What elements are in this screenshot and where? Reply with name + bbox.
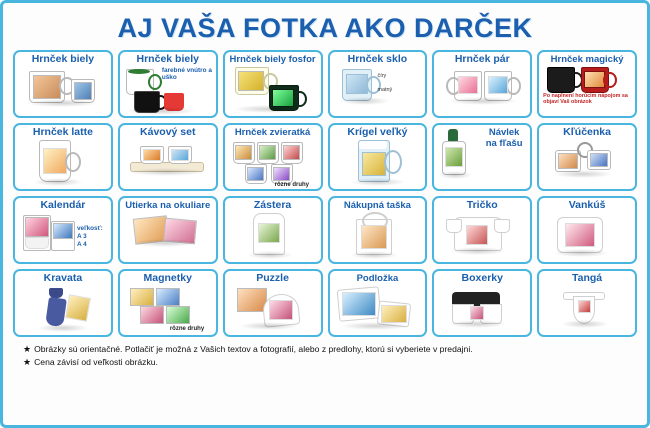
- product-label: Utierka na okuliare: [125, 200, 211, 211]
- product-label: Magnetky: [143, 272, 192, 284]
- product-label: Kľúčenka: [563, 126, 611, 138]
- product-art: [120, 284, 216, 335]
- product-art: [434, 65, 530, 116]
- footer-notes: [9, 337, 641, 368]
- product-cell[interactable]: [328, 196, 428, 264]
- product-label: Tangá: [572, 272, 603, 284]
- product-art: [434, 211, 530, 262]
- product-label: Kávový set: [140, 126, 196, 138]
- product-label: Tričko: [466, 199, 498, 211]
- product-cell[interactable]: [223, 269, 323, 337]
- product-cell[interactable]: [13, 196, 113, 264]
- product-note: rôzne druhy: [169, 326, 205, 332]
- product-note: matný: [377, 87, 393, 93]
- product-label: Kalendár: [40, 199, 86, 211]
- product-label: Vankúš: [568, 199, 606, 211]
- product-label: Kravata: [43, 272, 83, 284]
- footer-line-2: [23, 356, 627, 368]
- product-cell[interactable]: [13, 269, 113, 337]
- product-art: [225, 65, 321, 116]
- product-art: [120, 211, 216, 262]
- footer-text-1: Obrázky sú orientačné. Potlačiť je možná z Vašich textov a fotografií, alebo z predlohy, ktorú si vyberiete v predajni.: [34, 344, 473, 354]
- product-art: [120, 65, 216, 116]
- product-label: Krígel veľký: [347, 126, 408, 138]
- product-art: [15, 138, 111, 189]
- product-label: Nákupná taška: [343, 200, 411, 211]
- product-art: [120, 138, 216, 189]
- product-label: Boxerky: [461, 272, 503, 284]
- product-note: rôzne druhy: [274, 182, 309, 188]
- product-art: [434, 284, 530, 335]
- product-art: [15, 65, 111, 116]
- product-cell[interactable]: [223, 196, 323, 264]
- product-art: [225, 211, 321, 262]
- product-cell[interactable]: [328, 123, 428, 191]
- product-cell[interactable]: [537, 123, 637, 191]
- product-note: číry: [377, 73, 387, 79]
- product-art: [330, 284, 426, 335]
- product-cell[interactable]: [432, 269, 532, 337]
- product-cell[interactable]: [223, 123, 323, 191]
- product-art: [225, 138, 321, 189]
- product-cell[interactable]: [118, 269, 218, 337]
- footer-text-2: Cena závisí od veľkosti obrázku.: [34, 357, 158, 367]
- product-label: Puzzle: [256, 272, 289, 284]
- product-note: Po naplnení horúcim nápojom sa objaví Vaš obrázok: [543, 93, 628, 105]
- product-cell[interactable]: [118, 123, 218, 191]
- product-cell[interactable]: [432, 196, 532, 264]
- product-label: Hrnček pár: [454, 53, 510, 65]
- product-art: [225, 284, 321, 335]
- product-art: [539, 138, 635, 189]
- product-art: [15, 284, 111, 335]
- product-cell[interactable]: [118, 196, 218, 264]
- product-art: [539, 284, 635, 335]
- product-note: A 3: [77, 233, 87, 240]
- product-art: [539, 211, 635, 262]
- product-note: veľkosť:: [77, 225, 103, 232]
- product-art: [330, 65, 426, 116]
- product-cell[interactable]: [432, 50, 532, 118]
- product-cell[interactable]: [13, 50, 113, 118]
- product-label: Hrnček magický: [550, 54, 624, 65]
- product-label: Návlek na fľašu: [485, 127, 523, 149]
- product-grid: [9, 50, 641, 337]
- product-cell[interactable]: [537, 50, 637, 118]
- page-title: AJ VAŠA FOTKA AKO DARČEK: [117, 13, 533, 43]
- product-art: [330, 138, 426, 189]
- product-note: A 4: [77, 241, 87, 248]
- product-label: Hrnček sklo: [347, 53, 408, 65]
- product-note: farebné vnútro a uško: [161, 67, 212, 81]
- product-cell[interactable]: [537, 269, 637, 337]
- product-label: Hrnček latte: [32, 126, 93, 138]
- product-cell[interactable]: [432, 123, 532, 191]
- product-label: Hrnček zvieratká: [234, 127, 311, 138]
- product-cell[interactable]: [118, 50, 218, 118]
- product-cell[interactable]: [537, 196, 637, 264]
- product-cell[interactable]: [328, 50, 428, 118]
- footer-line-1: [23, 343, 627, 355]
- product-art: [330, 211, 426, 262]
- product-label: Hrnček biely: [136, 53, 199, 65]
- bullet-icon: ★: [23, 357, 32, 367]
- product-cell[interactable]: [13, 123, 113, 191]
- product-label: Hrnček biely: [31, 53, 95, 65]
- bullet-icon: ★: [23, 344, 32, 354]
- product-art: [539, 65, 635, 116]
- product-label: Podložka: [356, 273, 399, 284]
- product-art: [15, 211, 111, 262]
- product-cell[interactable]: [328, 269, 428, 337]
- product-label: Hrnček biely fosfor: [229, 54, 316, 65]
- product-label: Zástera: [253, 199, 292, 211]
- product-cell[interactable]: [223, 50, 323, 118]
